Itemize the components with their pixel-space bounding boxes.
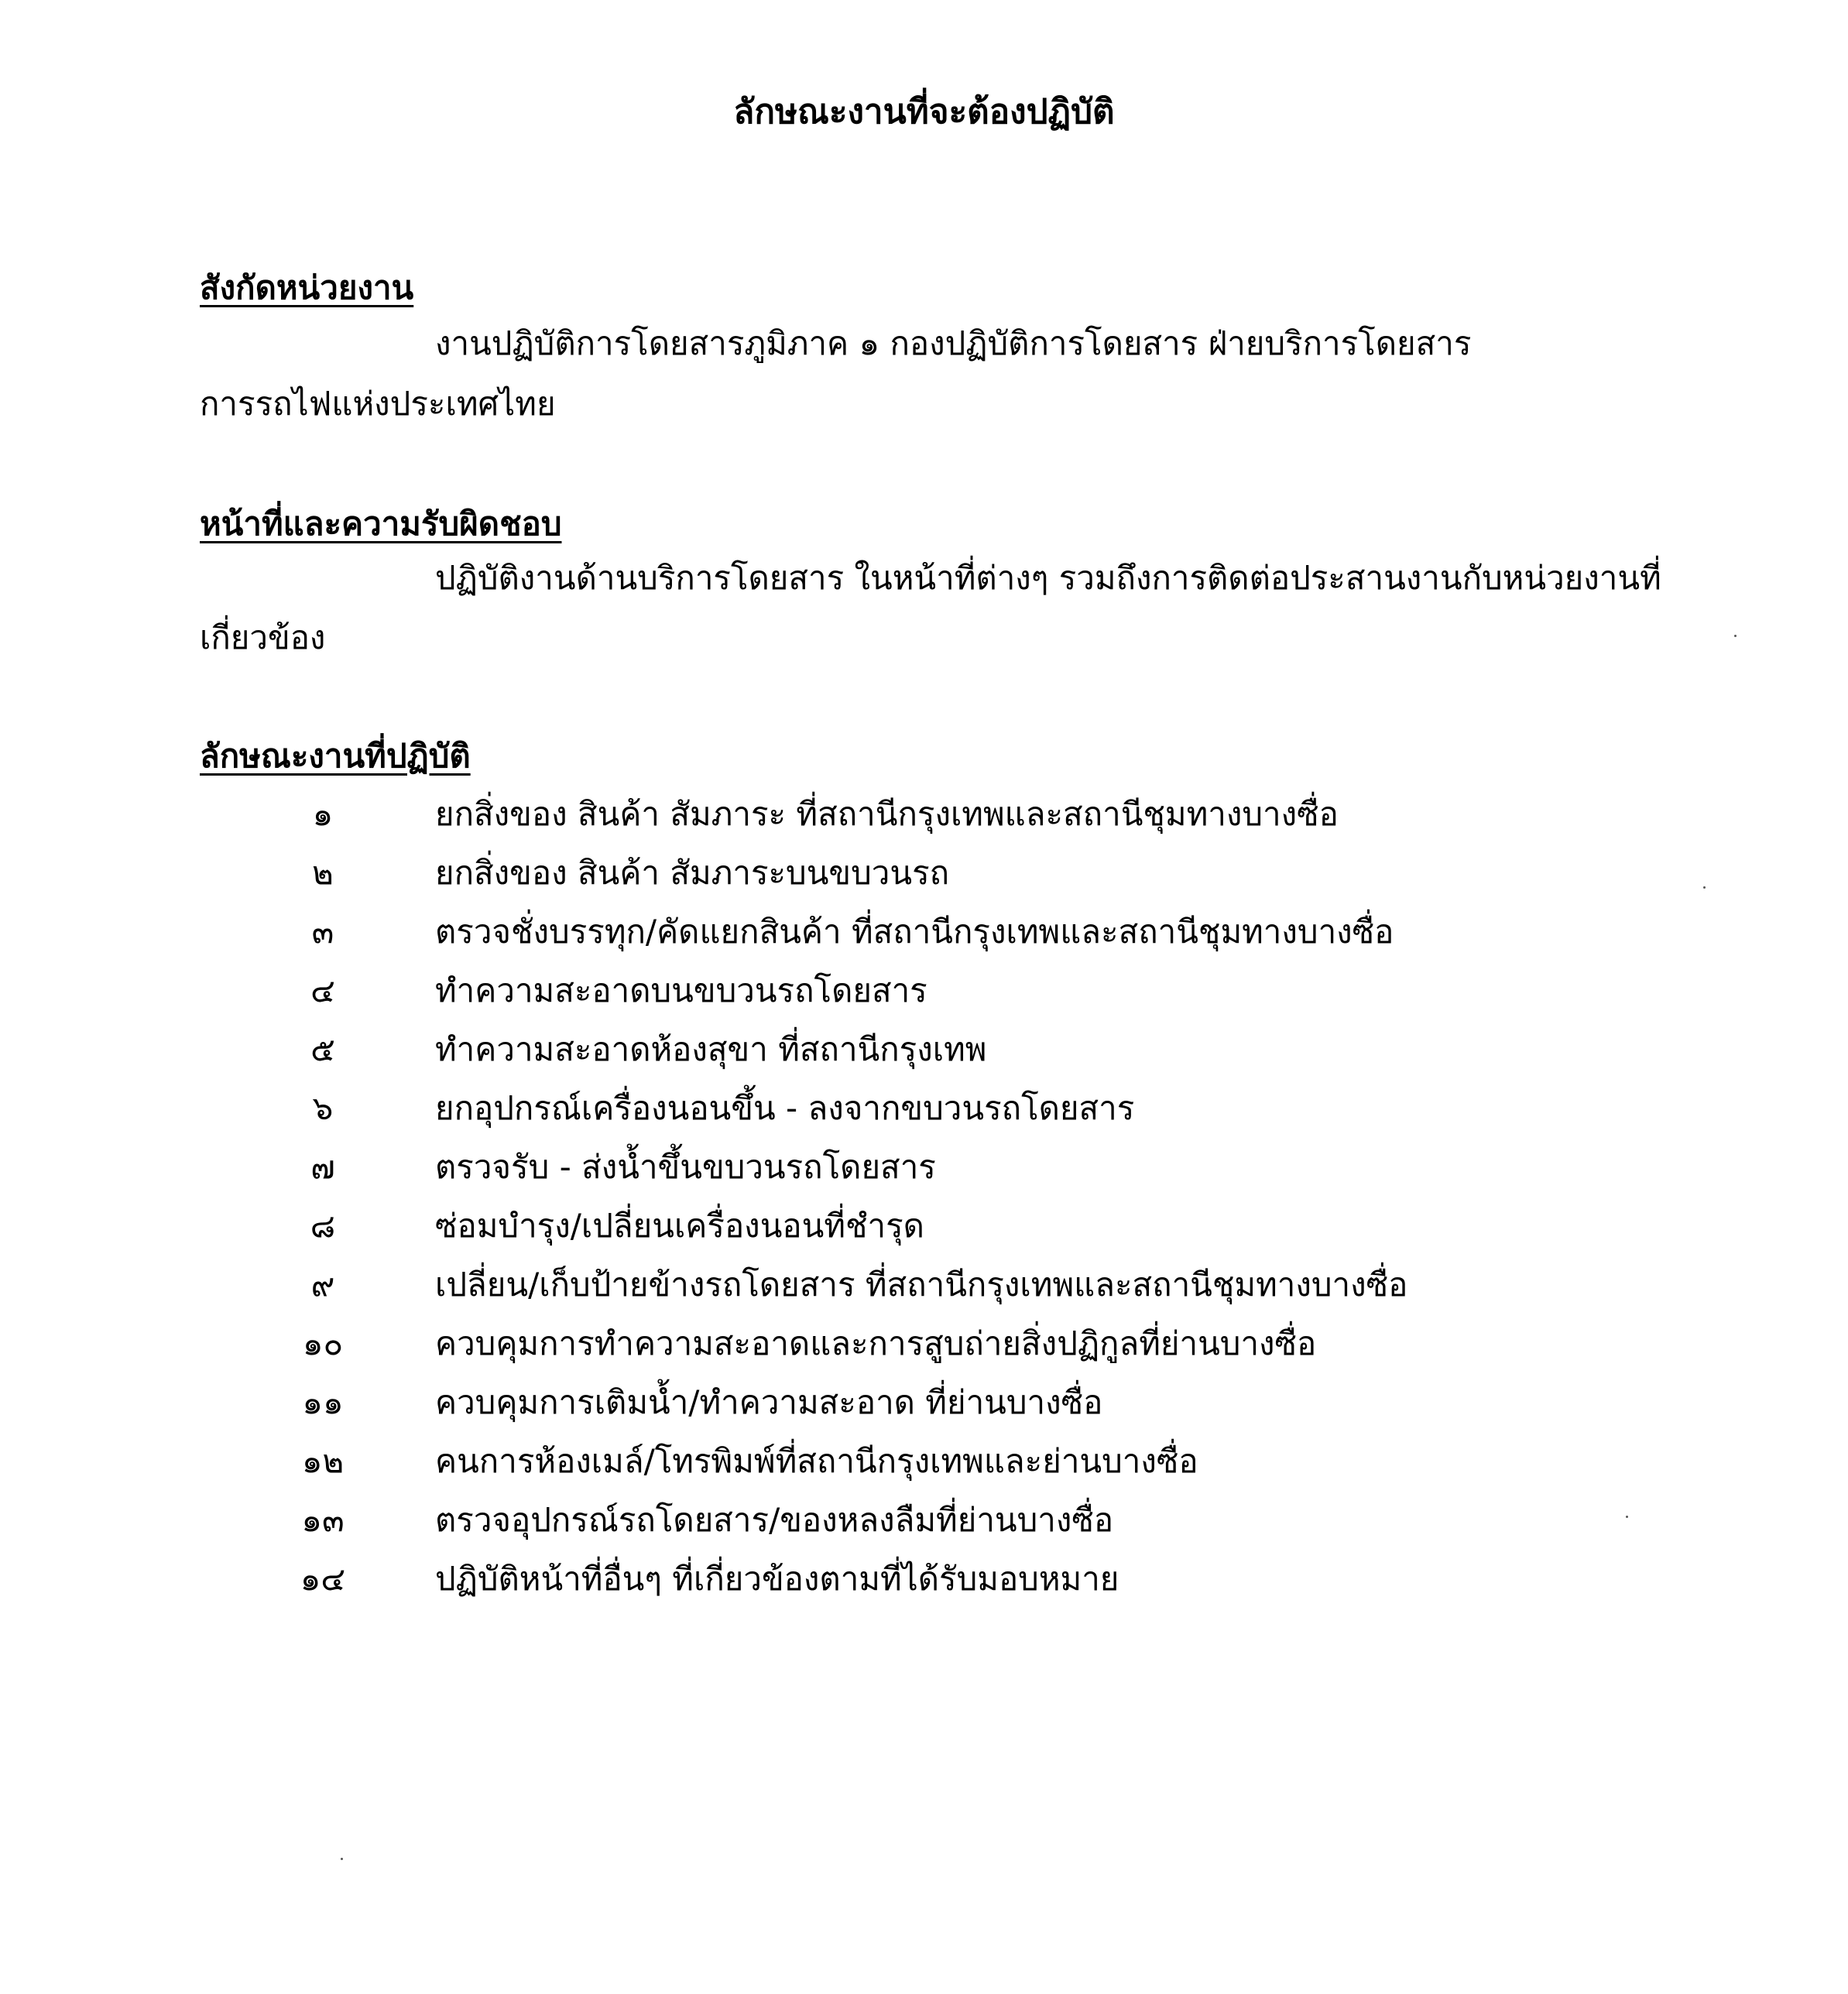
duties-line-1: ปฏิบัติงานด้านบริการโดยสาร ในหน้าที่ต่างๆ รวมถึงการติดต่อประสานงานกับหน่วยงานที่	[435, 559, 1661, 597]
task-number: ๑๐	[302, 1324, 344, 1362]
task-text: ยกสิ่งของ สินค้า สัมภาระ ที่สถานีกรุงเทพและสถานีชุมทางบางซื่อ	[435, 795, 1339, 833]
scan-speck	[1734, 635, 1737, 637]
task-text: ตรวจอุปกรณ์รถโดยสาร/ของหลงลืมที่ย่านบางซื่อ	[435, 1501, 1114, 1539]
task-number: ๒	[312, 854, 334, 892]
scan-speck	[341, 1858, 343, 1860]
task-number: ๘	[310, 1207, 336, 1245]
task-text: ตรวจชั่งบรรทุก/คัดแยกสินค้า ที่สถานีกรุงเทพและสถานีชุมทางบางซื่อ	[435, 913, 1394, 951]
affiliation-line-1: งานปฏิบัติการโดยสารภูมิภาค ๑ กองปฏิบัติการโดยสาร ฝ่ายบริการโดยสาร	[435, 324, 1472, 362]
task-text: ตรวจรับ - ส่งน้ำขึ้นขบวนรถโดยสาร	[435, 1148, 936, 1186]
task-number: ๑๔	[300, 1560, 346, 1598]
affiliation-heading: สังกัดหน่วยงาน	[200, 269, 414, 307]
duties-heading: หน้าที่และความรับผิดชอบ	[200, 505, 562, 543]
task-number: ๑	[312, 795, 334, 833]
task-number: ๑๑	[302, 1383, 344, 1421]
tasks-heading: ลักษณะงานที่ปฏิบัติ	[200, 737, 471, 775]
affiliation-line-2: การรถไฟแห่งประเทศไทย	[200, 385, 556, 423]
task-text: ควบคุมการเติมน้ำ/ทำความสะอาด ที่ย่านบางซื่อ	[435, 1383, 1103, 1421]
task-text: ยกสิ่งของ สินค้า สัมภาระบนขบวนรถ	[435, 854, 950, 892]
task-text: คนการห้องเมล์/โทรพิมพ์ที่สถานีกรุงเทพและย่านบางซื่อ	[435, 1442, 1198, 1480]
task-text: ทำความสะอาดห้องสุขา ที่สถานีกรุงเทพ	[435, 1030, 987, 1068]
task-number: ๑๒	[301, 1442, 345, 1480]
task-text: ทำความสะอาดบนขบวนรถโดยสาร	[435, 971, 927, 1009]
task-number: ๔	[310, 971, 335, 1009]
task-number: ๗	[310, 1148, 335, 1186]
duties-line-2: เกี่ยวข้อง	[200, 618, 326, 656]
task-text: ซ่อมบำรุง/เปลี่ยนเครื่องนอนที่ชำรุด	[435, 1207, 924, 1245]
task-number: ๙	[310, 1266, 335, 1304]
task-text: ควบคุมการทำความสะอาดและการสูบถ่ายสิ่งปฏิกูลที่ย่านบางซื่อ	[435, 1324, 1317, 1362]
task-text: เปลี่ยน/เก็บป้ายข้างรถโดยสาร ที่สถานีกรุงเทพและสถานีชุมทางบางซื่อ	[435, 1266, 1408, 1304]
task-number: ๕	[310, 1030, 335, 1068]
task-number: ๖	[312, 1089, 334, 1127]
scan-speck	[1626, 1516, 1628, 1518]
task-text: ปฏิบัติหน้าที่อื่นๆ ที่เกี่ยวข้องตามที่ได้รับมอบหมาย	[435, 1560, 1119, 1598]
task-number: ๓	[311, 913, 334, 951]
task-text: ยกอุปกรณ์เครื่องนอนขึ้น - ลงจากขบวนรถโดยสาร	[435, 1089, 1135, 1127]
scan-speck	[1703, 886, 1706, 889]
document-title: ลักษณะงานที่จะต้องปฏิบัติ	[733, 92, 1115, 132]
task-number: ๑๓	[301, 1501, 345, 1539]
